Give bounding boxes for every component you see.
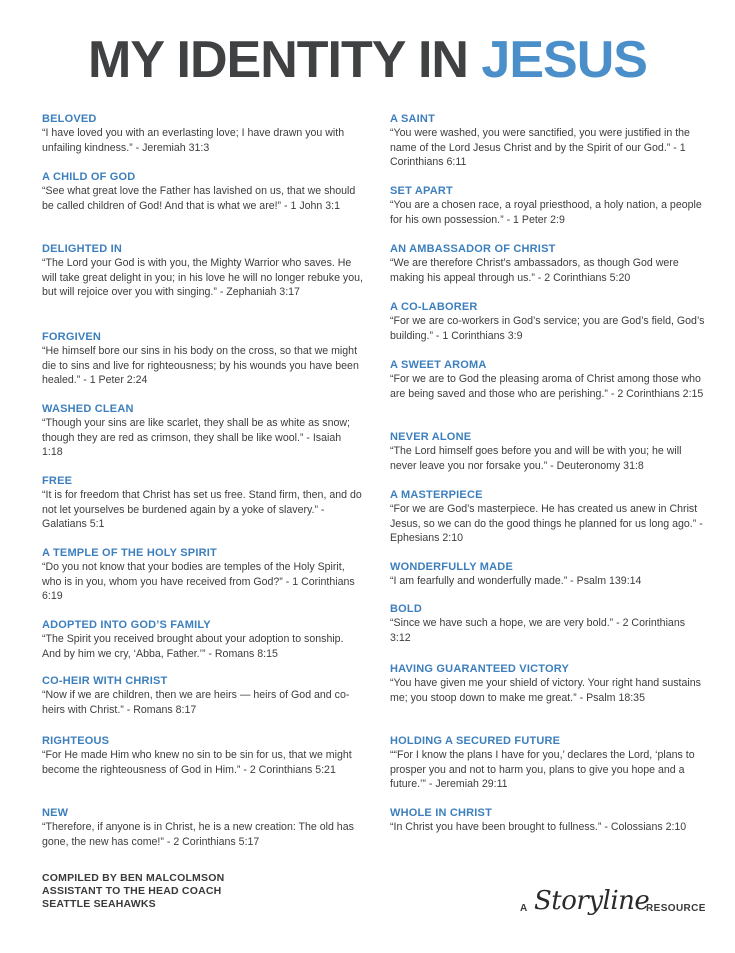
entry-verse: “For we are to God the pleasing aroma of Christ among those who are being saved and those who are perishing.” - 2 Corinthians 2:15	[390, 373, 704, 400]
entry-heading: NEVER ALONE	[390, 431, 472, 443]
identity-entry	[390, 560, 706, 589]
entry-verse: “In Christ you have been brought to fullness.” - Colossians 2:10	[390, 821, 687, 833]
identity-entry	[42, 170, 364, 213]
storyline-logo: Storyline	[534, 886, 650, 916]
entry-heading: AN AMBASSADOR OF CHRIST	[390, 243, 556, 255]
entry-heading: HAVING GUARANTEED VICTORY	[390, 663, 569, 675]
identity-entry	[42, 242, 364, 300]
entry-heading: A MASTERPIECE	[390, 489, 483, 501]
entry-verse: “You are a chosen race, a royal priesthood, a holy nation, a people for his own possession.” - 1 Peter 2:9	[390, 199, 702, 226]
page-title	[0, 30, 735, 90]
entry-heading: RIGHTEOUS	[42, 735, 110, 747]
entry-heading: NEW	[42, 807, 69, 819]
brand-signature	[520, 882, 706, 932]
entry-verse: “The Lord your God is with you, the Mighty Warrior who saves. He will take great delight in you; in his love he will no longer rebuke you, but will rejoice over you with singing.” - Zephaniah 3:17	[42, 257, 363, 298]
identity-entry	[42, 112, 364, 155]
identity-entry	[390, 184, 706, 227]
entry-heading: A TEMPLE OF THE HOLY SPIRIT	[42, 547, 217, 559]
brand-suffix: RESOURCE	[646, 903, 706, 914]
credit-team: SEATTLE SEAHAWKS	[42, 898, 156, 910]
identity-entry	[42, 674, 364, 717]
entry-verse: “Therefore, if anyone is in Christ, he is a new creation: The old has gone, the new has come!” - 2 Corinthians 5:17	[42, 821, 354, 848]
entry-heading: A SAINT	[390, 113, 435, 125]
entry-verse: “See what great love the Father has lavished on us, that we should be called children of God! And that is what we are!” - 1 John 3:1	[42, 185, 356, 212]
identity-entry	[42, 546, 364, 604]
identity-entry	[42, 330, 364, 388]
identity-entry	[390, 300, 706, 343]
entry-verse: “You were washed, you were sanctified, you were justified in the name of the Lord Jesus Christ and by the Spirit of our God.” - 1 Corinthians 6:11	[390, 127, 690, 168]
entry-verse: “For we are co-workers in God’s service; you are God’s field, God’s building.” - 1 Corinthians 3:9	[390, 315, 705, 342]
entry-heading: FORGIVEN	[42, 331, 102, 343]
entry-heading: A CHILD OF GOD	[42, 171, 136, 183]
identity-entry	[390, 602, 706, 645]
identity-entry	[390, 662, 706, 705]
identity-entry	[42, 806, 364, 849]
entry-verse: “I have loved you with an everlasting love; I have drawn you with unfailing kindness.” - Jeremiah 31:3	[42, 127, 345, 154]
entry-heading: WONDERFULLY MADE	[390, 561, 513, 573]
entry-verse: “For He made Him who knew no sin to be sin for us, that we might become the righteousness of God in Him.” - 2 Corinthians 5:21	[42, 749, 352, 776]
entry-heading: FREE	[42, 475, 73, 487]
identity-entry	[390, 806, 706, 835]
entry-heading: WHOLE IN CHRIST	[390, 807, 492, 819]
entry-heading: WASHED CLEAN	[42, 403, 134, 415]
entry-heading: DELIGHTED IN	[42, 243, 123, 255]
entry-verse: “We are therefore Christ’s ambassadors, as though God were making his appeal through us.” - 2 Corinthians 5:20	[390, 257, 679, 284]
entry-verse: “You have given me your shield of victory. Your right hand sustains me; you stoop down to make me great.” - Psalm 18:35	[390, 677, 701, 704]
identity-entry	[390, 112, 706, 170]
identity-entry	[42, 474, 364, 532]
entry-verse: “The Lord himself goes before you and will be with you; he will never leave you nor forsake you.” - Deuteronomy 31:8	[390, 445, 682, 472]
brand-prefix: A	[520, 903, 528, 914]
entry-verse: “It is for freedom that Christ has set us free. Stand firm, then, and do not let yourselves be burdened again by a yoke of slavery.” - Galatians 5:1	[42, 489, 362, 530]
entry-heading: HOLDING A SECURED FUTURE	[390, 735, 561, 747]
entry-heading: ADOPTED INTO GOD’S FAMILY	[42, 619, 211, 631]
entry-heading: BOLD	[390, 603, 422, 615]
entry-verse: “Since we have such a hope, we are very bold.” - 2 Corinthians 3:12	[390, 617, 686, 644]
credit-prefix: COMPILED BY	[42, 872, 117, 884]
entry-heading: SET APART	[390, 185, 453, 197]
entry-verse: “For we are God’s masterpiece. He has created us anew in Christ Jesus, so we can do the good things he planned for us long ago.” - Ephesians 2:10	[390, 503, 703, 544]
identity-entry	[390, 488, 706, 546]
identity-entry	[390, 734, 706, 792]
entry-verse: ““For I know the plans I have for you,’ declares the Lord, ‘plans to prosper you and not to harm you, plans to give you hope and a future.’” - Jeremiah 29:11	[390, 749, 695, 790]
entry-heading: CO-HEIR WITH CHRIST	[42, 675, 168, 687]
identity-entry	[42, 618, 364, 661]
credit-name: BEN MALCOLMSON	[120, 872, 225, 884]
identity-entry	[390, 242, 706, 285]
credit-role: ASSISTANT TO THE HEAD COACH	[42, 885, 222, 897]
identity-entry	[390, 430, 706, 473]
entry-verse: “Though your sins are like scarlet, they shall be as white as snow; though they are red as crimson, they shall be like wool.” - Isaiah 1:18	[42, 417, 350, 458]
title-accent: JESUS	[481, 31, 647, 89]
entry-verse: “I am fearfully and wonderfully made.” - Psalm 139:14	[390, 575, 642, 587]
identity-entry	[390, 358, 706, 401]
credit-block	[42, 872, 224, 911]
entry-verse: “He himself bore our sins in his body on the cross, so that we might die to sins and live for righteousness; by his wounds you have been healed.” - 1 Peter 2:24	[42, 345, 359, 386]
entry-verse: “Now if we are children, then we are heirs — heirs of God and co-heirs with Christ.” - Romans 8:17	[42, 689, 350, 716]
entry-verse: “Do you not know that your bodies are temples of the Holy Spirit, who is in you, whom you have received from God?” - 1 Corinthians 6:19	[42, 561, 355, 602]
entry-heading: A SWEET AROMA	[390, 359, 487, 371]
entry-verse: “The Spirit you received brought about your adoption to sonship. And by him we cry, ‘Abba, Father.’” - Romans 8:15	[42, 633, 344, 660]
title-main: MY IDENTITY IN	[88, 31, 468, 89]
entry-heading: BELOVED	[42, 113, 97, 125]
entry-heading: A CO-LABORER	[390, 301, 478, 313]
identity-entry	[42, 734, 364, 777]
identity-entry	[42, 402, 364, 460]
